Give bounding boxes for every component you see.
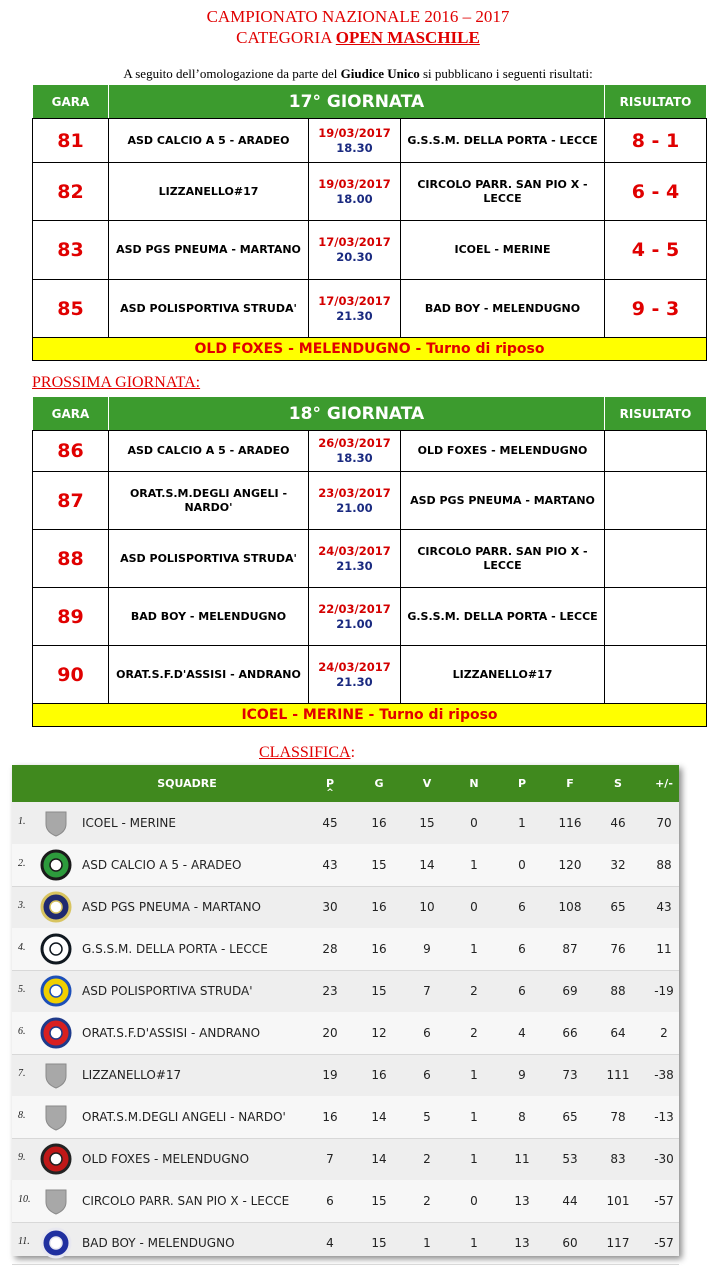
team-name: CIRCOLO PARR. SAN PIO X - LECCE <box>82 1194 290 1208</box>
stat-f: 73 <box>562 1068 578 1082</box>
standings-header <box>12 765 679 802</box>
intro-part-b: si pubblicano i seguenti risultati: <box>419 66 593 81</box>
stat-g: 16 <box>371 816 387 830</box>
championship-title: CAMPIONATO NAZIONALE 2016 – 2017 <box>206 7 510 26</box>
stat-v: 6 <box>423 1068 431 1082</box>
rank: 9. <box>18 1152 26 1163</box>
rest-text: OLD FOXES - MELENDUGNO - Turno di riposo <box>33 338 707 361</box>
stat-v: 9 <box>423 942 431 956</box>
round18-table <box>32 396 707 727</box>
stat-s: 32 <box>610 858 626 872</box>
intro-bold: Giudice Unico <box>340 66 420 81</box>
stat-p: 23 <box>322 984 338 998</box>
stat-s: 78 <box>610 1110 626 1124</box>
stat-l: 13 <box>514 1194 530 1208</box>
match-number: 83 <box>33 221 109 280</box>
match-datetime <box>309 119 401 163</box>
category-name: OPEN MASCHILE <box>335 28 480 47</box>
match-number: 87 <box>33 472 109 530</box>
stat-l: 6 <box>518 900 526 914</box>
stat-g: 16 <box>371 900 387 914</box>
classifica-text: CLASSIFICA <box>259 744 351 761</box>
stat-d: 11 <box>656 942 672 956</box>
away-team: OLD FOXES - MELENDUGNO <box>401 431 605 472</box>
round18-header <box>33 397 707 431</box>
stat-n: 0 <box>470 816 478 830</box>
standings-row <box>12 1012 679 1055</box>
match-row <box>33 280 707 338</box>
away-team: G.S.S.M. DELLA PORTA - LECCE <box>401 119 605 163</box>
stat-f: 120 <box>558 858 582 872</box>
away-team: G.S.S.M. DELLA PORTA - LECCE <box>401 588 605 646</box>
stat-p: 7 <box>326 1152 334 1166</box>
stat-s: 117 <box>606 1236 630 1250</box>
stat-l: 6 <box>518 984 526 998</box>
sort-indicator-icon[interactable]: ^ <box>326 788 334 798</box>
home-team: ASD POLISPORTIVA STRUDA' <box>109 530 309 588</box>
match-date: 17/03/2017 <box>318 235 391 249</box>
stat-n: 2 <box>470 1026 478 1040</box>
column-header[interactable]: +/- <box>655 777 673 790</box>
rank: 8. <box>18 1110 26 1121</box>
stat-d: 88 <box>656 858 672 872</box>
match-number: 88 <box>33 530 109 588</box>
stat-n: 1 <box>470 1236 478 1250</box>
match-result: 9 - 3 <box>605 280 707 338</box>
away-team: ICOEL - MERINE <box>401 221 605 280</box>
match-time: 18.00 <box>336 191 373 206</box>
round18-title: 18° GIORNATA <box>109 397 605 431</box>
stat-s: 46 <box>610 816 626 830</box>
stat-l: 4 <box>518 1026 526 1040</box>
match-datetime <box>309 472 401 530</box>
stat-l: 8 <box>518 1110 526 1124</box>
stat-s: 64 <box>610 1026 626 1040</box>
round18-rest-row <box>33 704 707 727</box>
match-time: 20.30 <box>336 250 373 264</box>
column-header[interactable]: S <box>614 777 622 790</box>
stat-g: 12 <box>371 1026 387 1040</box>
home-team: ASD CALCIO A 5 - ARADEO <box>109 431 309 472</box>
home-team: ORAT.S.F.D'ASSISI - ANDRANO <box>109 646 309 704</box>
team-name: LIZZANELLO#17 <box>82 1068 182 1082</box>
stat-l: 1 <box>518 816 526 830</box>
match-number: 82 <box>33 163 109 221</box>
home-team: BAD BOY - MELENDUGNO <box>109 588 309 646</box>
stat-n: 1 <box>470 1068 478 1082</box>
team-logo-icon <box>38 975 74 1007</box>
stat-f: 53 <box>562 1152 578 1166</box>
match-row <box>33 431 707 472</box>
home-team: ASD PGS PNEUMA - MARTANO <box>109 221 309 280</box>
home-team: ORAT.S.M.DEGLI ANGELI - NARDO' <box>109 472 309 530</box>
match-datetime <box>309 431 401 472</box>
stat-p: 6 <box>326 1194 334 1208</box>
col-gara: GARA <box>33 397 109 431</box>
rank: 6. <box>18 1026 26 1037</box>
stat-s: 65 <box>610 900 626 914</box>
match-datetime <box>309 163 401 221</box>
team-name: ASD POLISPORTIVA STRUDA' <box>82 984 253 998</box>
team-logo-icon <box>38 1017 74 1049</box>
standings-row <box>12 1138 679 1181</box>
stat-g: 15 <box>371 984 387 998</box>
stat-g: 14 <box>371 1110 387 1124</box>
match-time: 21.30 <box>336 308 373 323</box>
team-name: ASD PGS PNEUMA - MARTANO <box>82 900 262 914</box>
stat-l: 9 <box>518 1068 526 1082</box>
match-row <box>33 472 707 530</box>
rank: 5. <box>18 984 26 995</box>
classifica-label <box>259 744 355 762</box>
match-result: 6 - 4 <box>605 163 707 221</box>
match-date: 17/03/2017 <box>318 293 391 308</box>
classifica-colon: : <box>350 744 356 761</box>
shield-icon <box>38 1059 74 1091</box>
match-date: 26/03/2017 <box>318 436 391 450</box>
standings-row <box>12 802 679 845</box>
standings-row <box>12 886 679 929</box>
column-header[interactable]: N <box>469 777 479 790</box>
stat-g: 15 <box>371 1194 387 1208</box>
stat-d: -19 <box>654 984 674 998</box>
stat-v: 2 <box>423 1194 431 1208</box>
match-time: 21.00 <box>336 616 373 631</box>
match-date: 22/03/2017 <box>318 601 391 616</box>
stat-v: 2 <box>423 1152 431 1166</box>
column-header[interactable]: SQUADRE <box>157 777 217 790</box>
stat-n: 0 <box>470 900 478 914</box>
home-team: LIZZANELLO#17 <box>109 163 309 221</box>
stat-d: -13 <box>654 1110 674 1124</box>
stat-l: 13 <box>514 1236 530 1250</box>
match-time: 21.30 <box>336 674 373 689</box>
intro-part-a: A seguito dell’omologazione da parte del <box>123 66 341 81</box>
match-datetime <box>309 588 401 646</box>
standings-row <box>12 1096 679 1139</box>
match-date: 23/03/2017 <box>318 485 391 500</box>
stat-p: 16 <box>322 1110 338 1124</box>
match-time: 18.30 <box>336 451 373 465</box>
team-logo-icon <box>38 849 74 881</box>
match-result <box>605 530 707 588</box>
stat-n: 1 <box>470 858 478 872</box>
stat-p: 19 <box>322 1068 338 1082</box>
team-logo-icon <box>38 1143 74 1175</box>
round17-rest-row <box>33 338 707 361</box>
stat-g: 14 <box>371 1152 387 1166</box>
team-name: OLD FOXES - MELENDUGNO <box>82 1152 250 1166</box>
stat-p: 28 <box>322 942 338 956</box>
match-result <box>605 646 707 704</box>
match-date: 24/03/2017 <box>318 659 391 674</box>
rank: 11. <box>18 1236 30 1247</box>
standings-row <box>12 1180 679 1223</box>
stat-p: 20 <box>322 1026 338 1040</box>
team-logo-icon <box>38 891 74 923</box>
stat-p: 45 <box>322 816 338 830</box>
stat-n: 2 <box>470 984 478 998</box>
column-header[interactable]: P <box>325 777 335 790</box>
stat-p: 43 <box>322 858 338 872</box>
stat-s: 83 <box>610 1152 626 1166</box>
round17-table <box>32 84 707 361</box>
stat-l: 11 <box>514 1152 530 1166</box>
standings-table <box>12 765 679 1256</box>
rank: 4. <box>18 942 26 953</box>
rank: 10. <box>18 1194 31 1205</box>
stat-f: 69 <box>562 984 578 998</box>
match-row <box>33 221 707 280</box>
col-gara: GARA <box>33 85 109 119</box>
match-row <box>33 163 707 221</box>
stat-f: 44 <box>562 1194 578 1208</box>
stat-g: 16 <box>371 1068 387 1082</box>
shield-icon <box>38 1185 74 1217</box>
round17-header <box>33 85 707 119</box>
match-number: 89 <box>33 588 109 646</box>
stat-n: 1 <box>470 1152 478 1166</box>
stat-v: 6 <box>423 1026 431 1040</box>
rank: 7. <box>18 1068 26 1079</box>
round17-title: 17° GIORNATA <box>109 85 605 119</box>
match-row <box>33 530 707 588</box>
match-result: 8 - 1 <box>605 119 707 163</box>
team-name: BAD BOY - MELENDUGNO <box>82 1236 235 1250</box>
home-team: ASD POLISPORTIVA STRUDA' <box>109 280 309 338</box>
category-line <box>0 27 716 48</box>
stat-s: 111 <box>606 1068 630 1082</box>
column-header[interactable]: G <box>374 777 384 790</box>
match-datetime <box>309 530 401 588</box>
match-date: 19/03/2017 <box>318 176 391 191</box>
stat-v: 1 <box>423 1236 431 1250</box>
stat-d: 2 <box>660 1026 668 1040</box>
match-datetime <box>309 646 401 704</box>
column-header[interactable]: P <box>517 777 527 790</box>
stat-l: 6 <box>518 942 526 956</box>
shield-icon <box>38 1101 74 1133</box>
stat-v: 15 <box>419 816 435 830</box>
stat-f: 116 <box>558 816 582 830</box>
stat-v: 10 <box>419 900 435 914</box>
team-name: G.S.S.M. DELLA PORTA - LECCE <box>82 942 268 956</box>
stat-d: -57 <box>654 1194 674 1208</box>
col-result: RISULTATO <box>605 85 707 119</box>
stat-n: 0 <box>470 1194 478 1208</box>
column-header[interactable]: F <box>566 777 574 790</box>
stat-l: 0 <box>518 858 526 872</box>
stat-g: 16 <box>371 942 387 956</box>
standings-row <box>12 1054 679 1097</box>
match-number: 85 <box>33 280 109 338</box>
match-number: 90 <box>33 646 109 704</box>
stat-v: 14 <box>419 858 435 872</box>
standings-row <box>12 970 679 1013</box>
team-name: ORAT.S.F.D'ASSISI - ANDRANO <box>82 1026 261 1040</box>
col-result: RISULTATO <box>605 397 707 431</box>
away-team: CIRCOLO PARR. SAN PIO X - LECCE <box>401 163 605 221</box>
rank: 2. <box>18 858 26 869</box>
team-logo-icon <box>38 1227 74 1259</box>
stat-d: -38 <box>654 1068 674 1082</box>
match-row <box>33 588 707 646</box>
match-time: 21.30 <box>336 558 373 573</box>
stat-s: 101 <box>606 1194 630 1208</box>
stat-s: 88 <box>610 984 626 998</box>
match-date: 19/03/2017 <box>318 125 391 140</box>
stat-n: 1 <box>470 1110 478 1124</box>
team-name: ORAT.S.M.DEGLI ANGELI - NARDO' <box>82 1110 286 1124</box>
stat-d: -57 <box>654 1236 674 1250</box>
match-time: 18.30 <box>336 140 373 155</box>
stat-p: 30 <box>322 900 338 914</box>
team-name: ICOEL - MERINE <box>82 816 176 830</box>
stat-v: 7 <box>423 984 431 998</box>
away-team: CIRCOLO PARR. SAN PIO X - LECCE <box>401 530 605 588</box>
stat-p: 4 <box>326 1236 334 1250</box>
shield-icon <box>38 807 74 839</box>
intro-text <box>0 66 716 82</box>
stat-n: 1 <box>470 942 478 956</box>
stat-s: 76 <box>610 942 626 956</box>
standings-row <box>12 1222 679 1265</box>
home-team: ASD CALCIO A 5 - ARADEO <box>109 119 309 163</box>
rank: 3. <box>18 900 26 911</box>
match-datetime <box>309 221 401 280</box>
match-time: 21.00 <box>336 500 373 515</box>
stat-g: 15 <box>371 858 387 872</box>
match-result <box>605 431 707 472</box>
category-prefix: CATEGORIA <box>236 28 336 47</box>
match-result: 4 - 5 <box>605 221 707 280</box>
away-team: ASD PGS PNEUMA - MARTANO <box>401 472 605 530</box>
next-round-label: PROSSIMA GIORNATA: <box>32 374 201 391</box>
team-logo-icon <box>38 933 74 965</box>
match-result <box>605 472 707 530</box>
match-datetime <box>309 280 401 338</box>
away-team: BAD BOY - MELENDUGNO <box>401 280 605 338</box>
match-row <box>33 119 707 163</box>
stat-v: 5 <box>423 1110 431 1124</box>
standings-row <box>12 928 679 971</box>
match-number: 81 <box>33 119 109 163</box>
match-number: 86 <box>33 431 109 472</box>
stat-d: 43 <box>656 900 672 914</box>
match-row <box>33 646 707 704</box>
column-header[interactable]: V <box>422 777 432 790</box>
team-name: ASD CALCIO A 5 - ARADEO <box>82 858 242 872</box>
rank: 1. <box>18 816 26 827</box>
match-result <box>605 588 707 646</box>
stat-f: 108 <box>558 900 582 914</box>
stat-f: 65 <box>562 1110 578 1124</box>
match-date: 24/03/2017 <box>318 543 391 558</box>
rest-text: ICOEL - MERINE - Turno di riposo <box>33 704 707 727</box>
stat-d: -30 <box>654 1152 674 1166</box>
stat-f: 60 <box>562 1236 578 1250</box>
stat-f: 87 <box>562 942 578 956</box>
away-team: LIZZANELLO#17 <box>401 646 605 704</box>
standings-row <box>12 844 679 887</box>
stat-f: 66 <box>562 1026 578 1040</box>
stat-g: 15 <box>371 1236 387 1250</box>
stat-d: 70 <box>656 816 672 830</box>
